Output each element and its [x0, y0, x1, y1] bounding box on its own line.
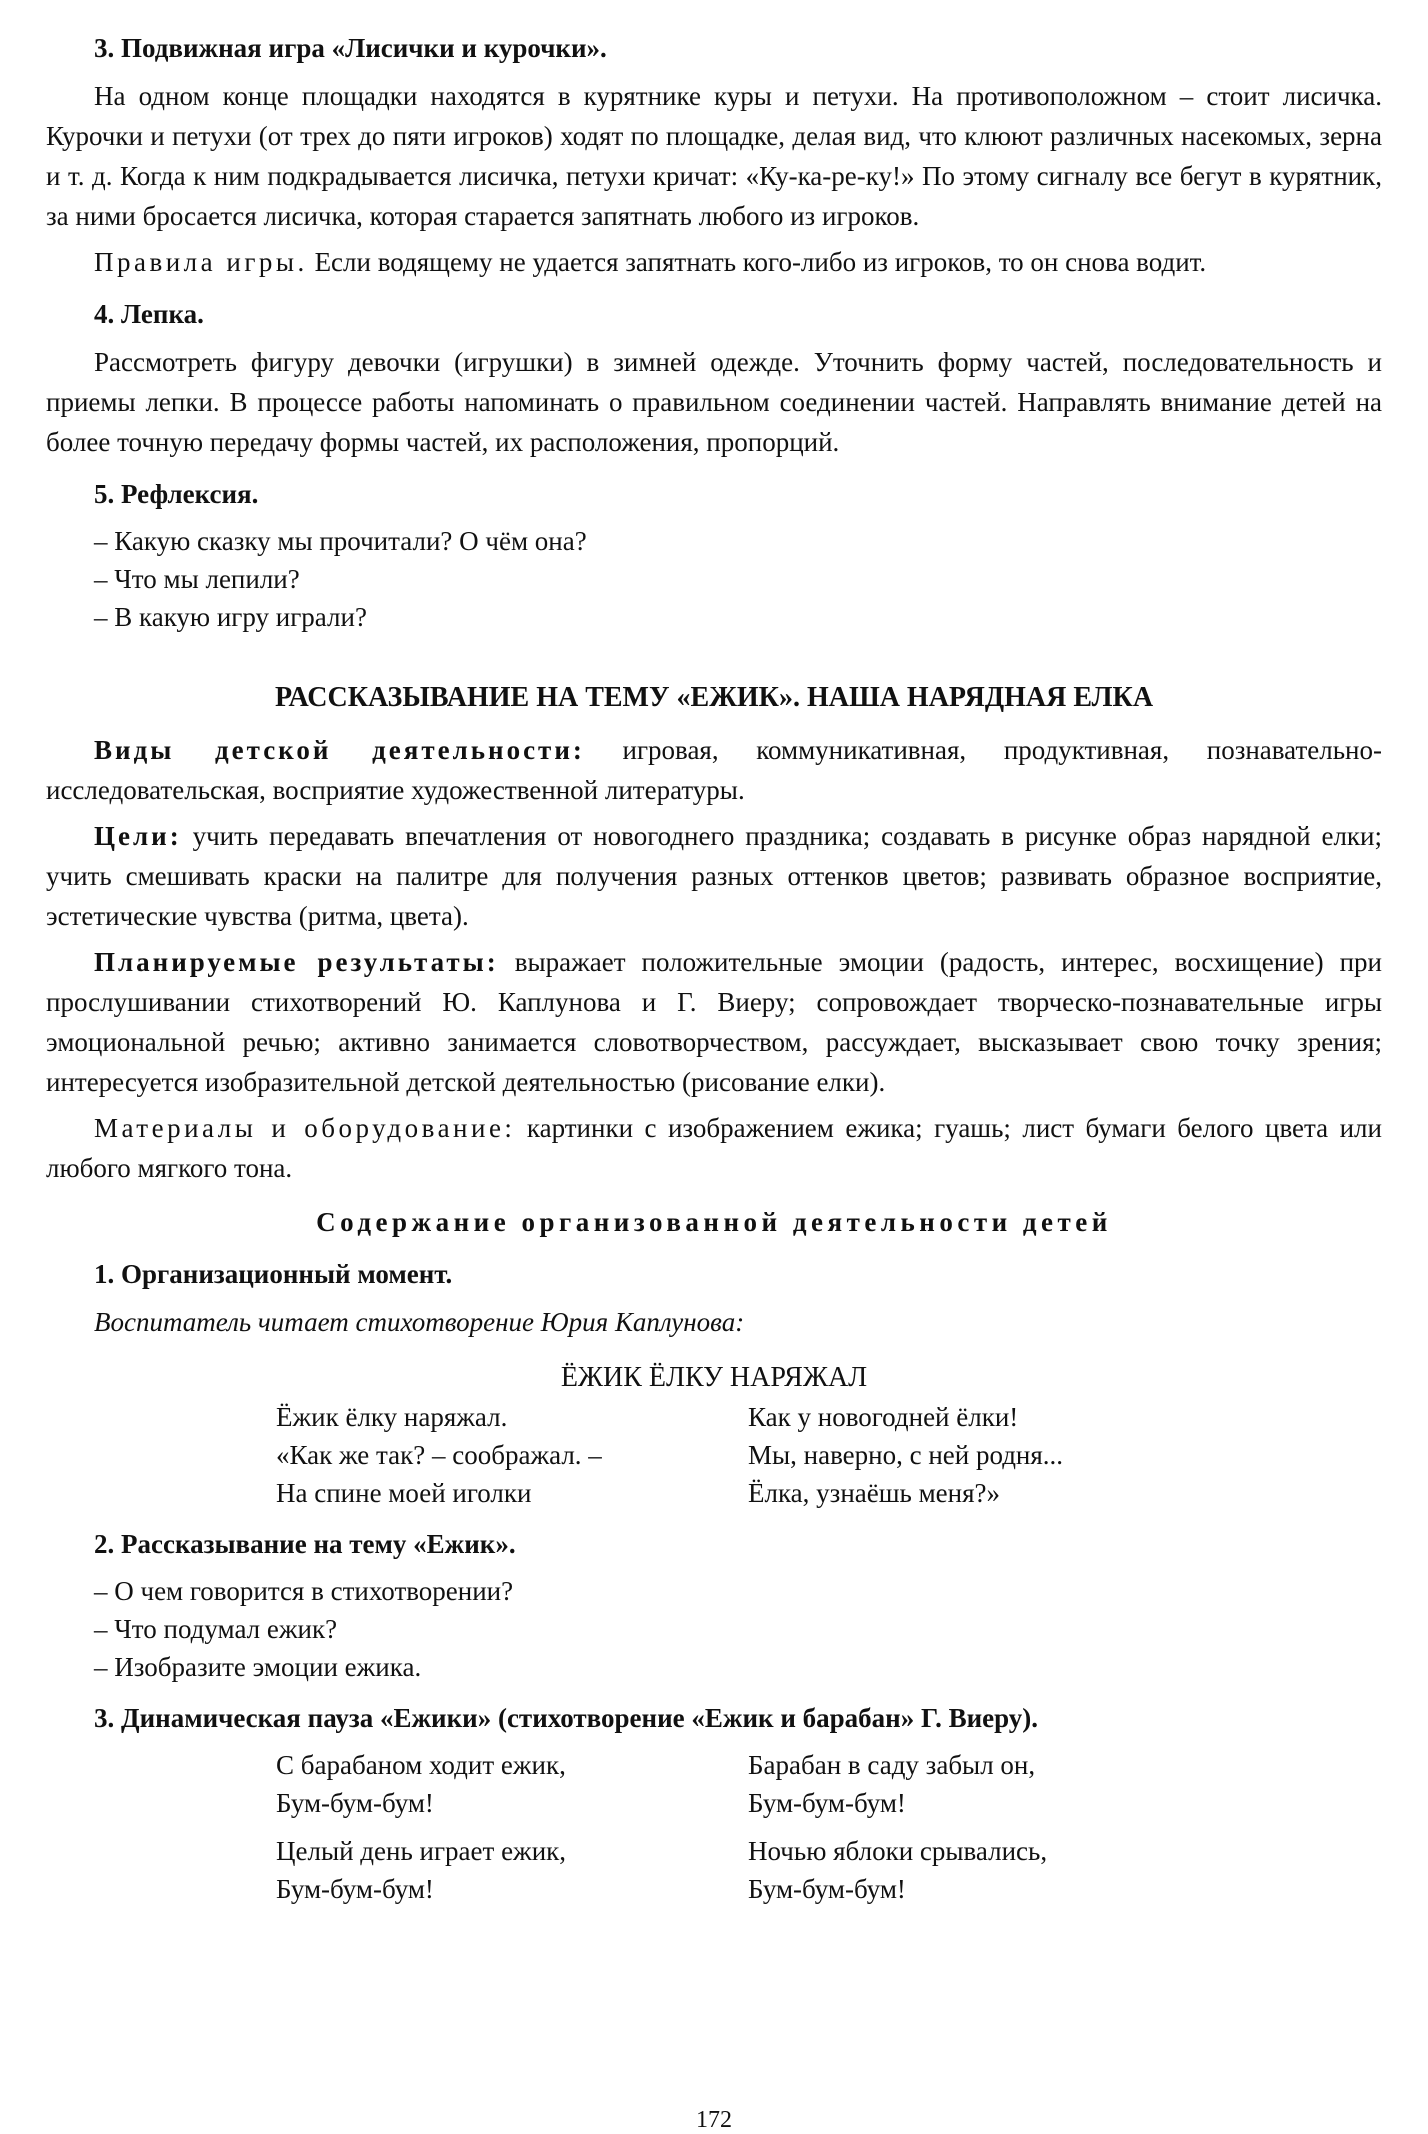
- poem-line: Ёлка, узнаёшь меня?»: [748, 1478, 1001, 1508]
- page-number: 172: [696, 2107, 732, 2133]
- poem-line: Бум-бум-бум!: [748, 1874, 906, 1904]
- part2-question: – Изобразите эмоции ежика.: [94, 1652, 422, 1682]
- poem-line: «Как же так? – соображал. –: [276, 1440, 602, 1470]
- poem-title: ЁЖИК ЁЛКУ НАРЯЖАЛ: [560, 1362, 868, 1393]
- poem-line: С барабаном ходит ежик,: [276, 1750, 566, 1780]
- game-description: На одном конце площадки находятся в курятнике куры и петухи. На противоположном – стоит лисичка. Курочки и петухи (от трех до пяти игроков) ходят по площадке, делая вид, что клюют различных насекомых, зерна и т. д. Когда к ним подкрадывается лисичка, петухи кричат: «Ку-ка-ре-ку!» По этому сигналу все бегут в курятник, за ними бросается лисичка, которая старается запятнать любого из игроков.: [46, 81, 1382, 231]
- poem-line: Ночью яблоки срывались,: [748, 1836, 1048, 1866]
- part3-heading: 3. Динамическая пауза «Ежики» (стихотворение «Ежик и барабан» Г. Виеру).: [94, 1703, 1039, 1733]
- lesson-results: [46, 942, 1382, 1102]
- modeling-description: Рассмотреть фигуру девочки (игрушки) в зимней одежде. Уточнить форму частей, последовательность и приемы лепки. В процессе работы напоминать о правильном соединении частей. Направлять внимание детей на более точную передачу формы частей, их расположения, пропорций.: [46, 347, 1382, 457]
- poem-hedgehog: [46, 1398, 1382, 1512]
- poem-line: На спине моей иголки: [276, 1478, 532, 1508]
- activities-text: игровая, коммуникативная, продуктивная, познавательно-исследовательская, восприятие художественной литературы.: [46, 735, 1382, 805]
- game-rules: [46, 242, 1382, 282]
- materials-text: картинки с изображением ежика; гуашь; лист бумаги белого цвета или любого мягкого тона.: [46, 1113, 1382, 1183]
- poem-line: Мы, наверно, с ней родня...: [748, 1440, 1064, 1470]
- reflection-question: – В какую игру играли?: [94, 602, 367, 632]
- results-text: выражает положительные эмоции (радость, интерес, восхищение) при прослушивании стихотворений Ю. Каплунова и Г. Виеру; сопровождает творческо-познавательные игры эмоциональной речью; активно занимается словотворчеством, рассуждает, высказывает свою точку зрения; интересуется изобразительной детской деятельностью (рисование елки).: [46, 947, 1382, 1097]
- poem-line: Ёжик ёлку наряжал.: [276, 1402, 508, 1432]
- section-heading-modeling: 4. Лепка.: [94, 299, 204, 329]
- part2-heading: 2. Рассказывание на тему «Ежик».: [94, 1529, 516, 1559]
- activities-label: Виды детской деятельности:: [94, 735, 585, 765]
- goals-text: учить передавать впечатления от новогоднего праздника; создавать в рисунке образ нарядной елки; учить смешивать краски на палитре для получения разных оттенков цветов; развивать образное восприятие, эстетические чувства (ритма, цвета).: [46, 821, 1382, 931]
- part1-heading: 1. Организационный момент.: [94, 1259, 453, 1289]
- part1-intro: Воспитатель читает стихотворение Юрия Каплунова:: [94, 1307, 745, 1337]
- lesson-goals: [46, 816, 1382, 936]
- poem-line: Барабан в саду забыл он,: [748, 1750, 1036, 1780]
- poem-line: Бум-бум-бум!: [276, 1788, 434, 1818]
- part2-question: – Что подумал ежик?: [94, 1614, 338, 1644]
- goals-label: Цели:: [94, 821, 182, 851]
- rules-label: Правила игры.: [94, 247, 308, 277]
- rules-text: Если водящему не удается запятнать кого-либо из игроков, то он снова водит.: [307, 247, 1207, 277]
- poem-line: Бум-бум-бум!: [748, 1788, 906, 1818]
- reflection-question: – Какую сказку мы прочитали? О чём она?: [94, 526, 587, 556]
- part2-question: – О чем говорится в стихотворении?: [94, 1576, 514, 1606]
- poem-drum-stanza-1: [46, 1746, 1382, 1822]
- results-label: Планируемые результаты:: [94, 947, 499, 977]
- content-title: Содержание организованной деятельности детей: [316, 1207, 1112, 1237]
- materials-label: Материалы и оборудование:: [94, 1113, 516, 1143]
- poem-line: Как у новогодней ёлки!: [748, 1402, 1019, 1432]
- reflection-question: – Что мы лепили?: [94, 564, 300, 594]
- poem-drum-stanza-2: [46, 1832, 1382, 1908]
- section-heading-game: 3. Подвижная игра «Лисички и курочки».: [94, 33, 607, 63]
- lesson-activities: [46, 730, 1382, 810]
- poem-line: Целый день играет ежик,: [276, 1836, 567, 1866]
- section-heading-reflection: 5. Рефлексия.: [94, 479, 259, 509]
- lesson-materials: [46, 1108, 1382, 1188]
- poem-line: Бум-бум-бум!: [276, 1874, 434, 1904]
- lesson-title: РАССКАЗЫВАНИЕ НА ТЕМУ «ЕЖИК». НАША НАРЯДНАЯ ЕЛКА: [274, 682, 1154, 713]
